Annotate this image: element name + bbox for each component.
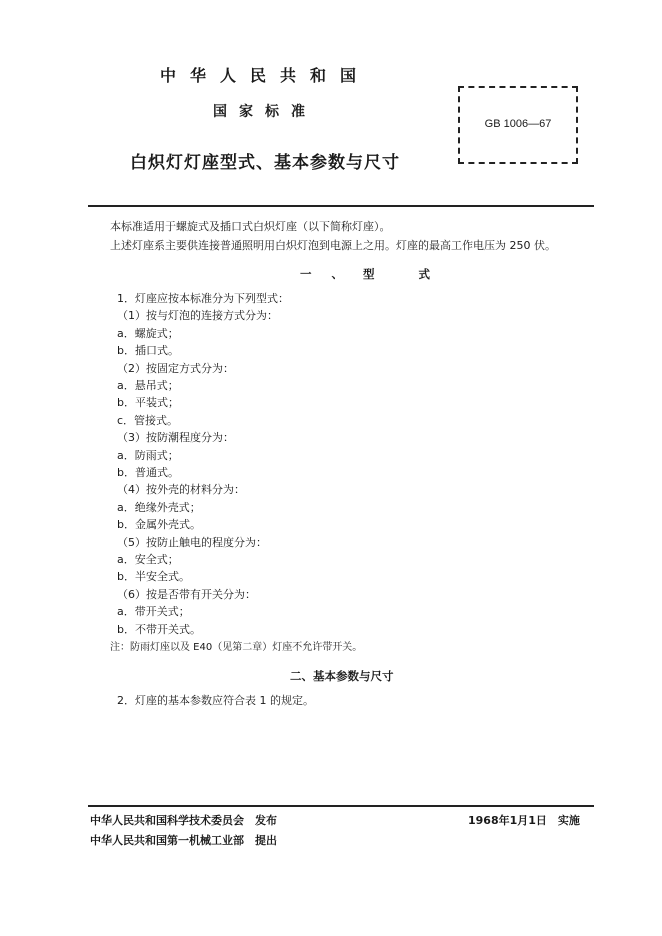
country-name: 中华人民共和国 — [159, 66, 370, 85]
intro-line-2: 上述灯座系主要供连接普通照明用白炽灯泡到电源上之用。灯座的最高工作电压为 250 伏。 — [110, 239, 556, 252]
section1-line: c．管接式。 — [117, 413, 179, 427]
section1-line: b．平装式； — [117, 396, 179, 410]
header-divider — [88, 205, 594, 207]
section1-line: a．螺旋式； — [117, 326, 179, 340]
section1-line: 1．灯座应按本标准分为下列型式： — [117, 292, 289, 305]
footer-divider — [88, 805, 594, 807]
section1-line: （3）按防潮程度分为： — [117, 431, 234, 445]
note: 注：防雨灯座以及 E40（见第二章）灯座不允许带开关。 — [110, 642, 363, 653]
section1-line: b．金属外壳式。 — [117, 518, 201, 532]
standard-code-box — [458, 86, 578, 164]
section1-line: a．防雨式； — [117, 448, 179, 462]
section1-line: b．插口式。 — [117, 344, 179, 358]
section1-line: a．悬吊式； — [117, 379, 179, 392]
section-heading-params: 二、基本参数与尺寸 — [290, 669, 394, 683]
standard-code: GB 1006—67 — [484, 118, 552, 130]
issuer-line-2: 中华人民共和国第一机械工业部 提出 — [90, 834, 277, 847]
issuer-line-1: 中华人民共和国科学技术委员会 发布 — [90, 814, 277, 827]
section1-line: （2）按固定方式分为： — [117, 361, 234, 375]
section1-line: a．绝缘外壳式； — [117, 500, 201, 514]
section1-line: a．带开关式； — [117, 605, 190, 619]
section1-line: （1）按与灯泡的连接方式分为： — [117, 309, 278, 323]
section-heading-types: 一、型 式 — [300, 267, 451, 281]
section1-line: b．半安全式。 — [117, 570, 190, 584]
section1-line: （6）按是否带有开关分为： — [117, 587, 256, 601]
section1-line: a．安全式； — [117, 553, 179, 566]
section1-line: b．不带开关式。 — [117, 622, 201, 636]
clause-2: 2．灯座的基本参数应符合表 1 的规定。 — [117, 694, 314, 707]
section1-line: b．普通式。 — [117, 466, 179, 479]
standard-type: 国家标准 — [213, 104, 317, 120]
intro-line-1: 本标准适用于螺旋式及插口式白炽灯座（以下简称灯座）。 — [110, 220, 391, 233]
section1-line: （4）按外壳的材料分为： — [117, 483, 245, 497]
document-title: 白炽灯灯座型式、基本参数与尺寸 — [130, 153, 400, 173]
section1-line: （5）按防止触电的程度分为： — [117, 535, 267, 549]
effective-date: 1968年1月1日 实施 — [468, 814, 580, 827]
